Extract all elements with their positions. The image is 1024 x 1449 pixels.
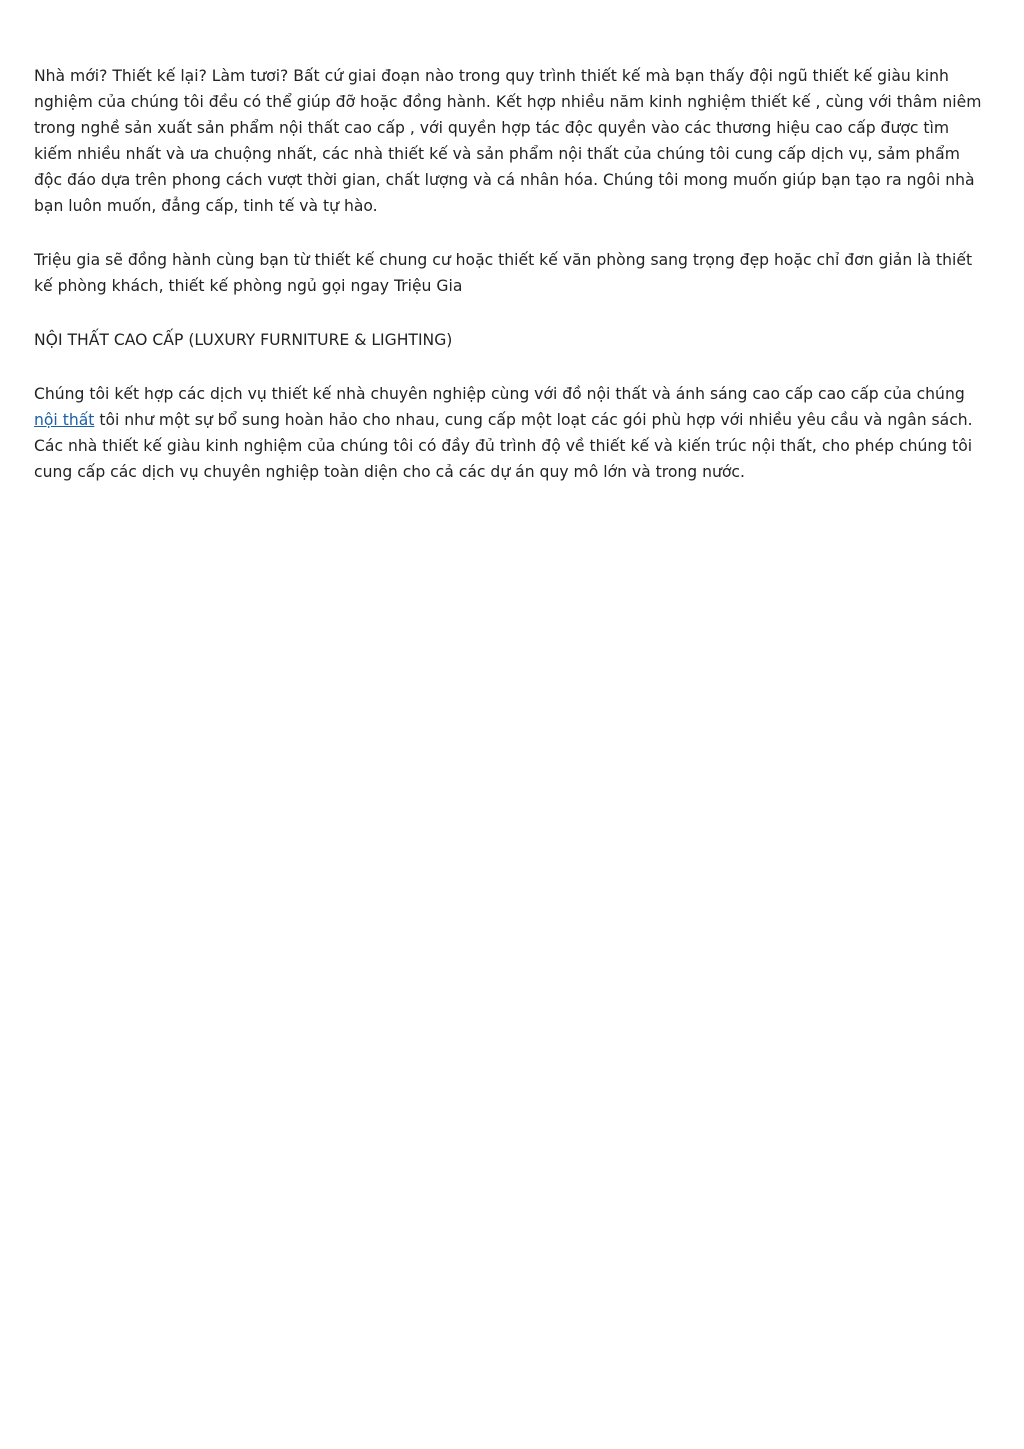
services-text-before-link: Chúng tôi kết hợp các dịch vụ thiết kế nhà chuyên nghiệp cùng với đồ nội thất và ánh sáng cao cấp cao cấp của chúng: [34, 385, 965, 403]
noi-that-link[interactable]: nội thất: [34, 411, 95, 429]
section-heading: NỘI THẤT CAO CẤP (LUXURY FURNITURE & LIGHTING): [34, 331, 453, 349]
services-text-after-link: tôi như một sự bổ sung hoàn hảo cho nhau, cung cấp một loạt các gói phù hợp với nhiều yêu cầu và ngân sách. Các nhà thiết kế giàu kinh nghiệm của chúng tôi có đầy đủ trình độ về thiết kế và kiến trúc nội thất, cho phép chúng tôi cung cấp các dịch vụ chuyên nghiệp toàn diện cho cả các dự án quy mô lớn và trong nước.: [34, 411, 973, 481]
services-paragraph: [34, 381, 990, 485]
intro-paragraph: Nhà mới? Thiết kế lại? Làm tươi? Bất cứ giai đoạn nào trong quy trình thiết kế mà bạn thấy đội ngũ thiết kế giàu kinh nghiệm của chúng tôi đều có thể giúp đỡ hoặc đồng hành. Kết hợp nhiều năm kinh nghiệm thiết kế , cùng với thâm niêm trong nghề sản xuất sản phẩm nội thất cao cấp , với quyền hợp tác độc quyền vào các thương hiệu cao cấp được tìm kiếm nhiều nhất và ưa chuộng nhất, các nhà thiết kế và sản phẩm nội thất của chúng tôi cung cấp dịch vụ, sảm phẩm độc đáo dựa trên phong cách vượt thời gian, chất lượng và cá nhân hóa. Chúng tôi mong muốn giúp bạn tạo ra ngôi nhà bạn luôn muốn, đẳng cấp, tinh tế và tự hào.: [34, 67, 982, 215]
trieu-gia-paragraph: Triệu gia sẽ đồng hành cùng bạn từ thiết kế chung cư hoặc thiết kế văn phòng sang trọng đẹp hoặc chỉ đơn giản là thiết kế phòng khách, thiết kế phòng ngủ gọi ngay Triệu Gia: [34, 251, 973, 295]
document-page: [34, 63, 990, 513]
